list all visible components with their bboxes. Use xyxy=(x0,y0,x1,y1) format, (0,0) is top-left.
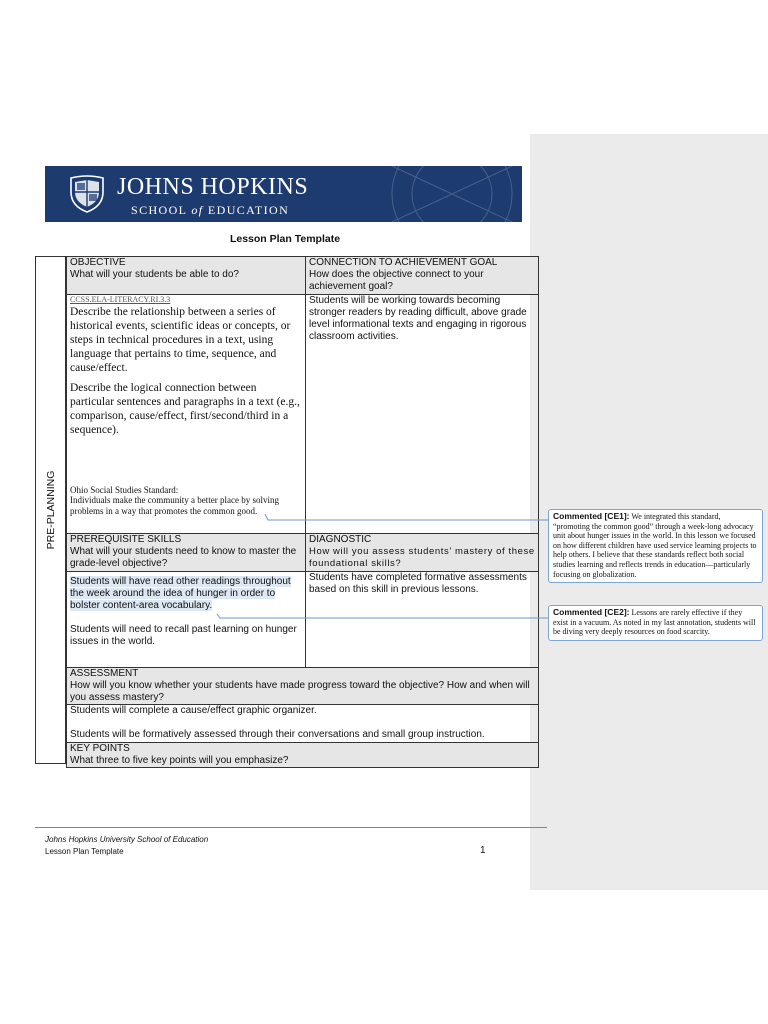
connection-question: How does the objective connect to your achievement goal? xyxy=(309,269,484,293)
diagnostic-answer-cell[interactable] xyxy=(306,571,539,667)
footer-doc-name: Lesson Plan Template xyxy=(45,847,124,856)
prereq-header-cell xyxy=(67,533,306,571)
objective-heading: OBJECTIVE xyxy=(70,257,126,268)
ohio-standard-text: Individuals make the community a better place by solving problems in a way that promotes the common good. xyxy=(70,495,279,516)
assessment-answer-1: Students will complete a cause/effect graphic organizer. xyxy=(70,705,317,717)
assessment-answer-2: Students will be formatively assessed through their conversations and small group instruction. xyxy=(70,729,485,741)
diagnostic-answer: Students have completed formative assessments based on this skill in previous lessons. xyxy=(309,571,527,595)
connection-heading: CONNECTION TO ACHIEVEMENT GOAL xyxy=(309,257,498,268)
table-row xyxy=(67,571,539,667)
prereq-heading: PREREQUISITE SKILLS xyxy=(70,533,182,545)
logo-sub-of: of xyxy=(191,203,204,217)
logo-title: JOHNS HOPKINS xyxy=(117,174,309,200)
comment-ce1-text: We integrated this standard, “promoting the common good” through a week-long advocacy unit about hunger issues in the world. In this lesson we focused on how different children have used service learning projects to help others. I believe that these standards reflect both social studies learning and reflects trends in education—particularly focusing on globalization. xyxy=(553,512,757,579)
comment-ce1-tag: Commented [CE1]: xyxy=(553,511,630,521)
johns-hopkins-banner xyxy=(45,166,522,222)
objective-header-cell xyxy=(67,257,306,295)
prereq-answer-2: Students will need to recall past learning on hunger issues in the world. xyxy=(70,624,297,648)
side-label-text: PRE-PLANNING xyxy=(44,470,57,550)
prereq-answer-cell[interactable] xyxy=(67,571,306,667)
table-row xyxy=(67,533,539,571)
table-row xyxy=(67,705,539,742)
table-row xyxy=(67,294,539,533)
banner-decoration-icon xyxy=(302,166,522,222)
standard-text-1: Describe the relationship between a series of historical events, scientific ideas or concepts, or steps in technical procedures in a text, using language that pertains to time, sequence, and cause/effect. xyxy=(70,305,291,374)
prereq-question: What will your students need to know to master the grade-level objective? xyxy=(70,545,297,570)
assessment-heading: ASSESSMENT xyxy=(70,667,139,679)
comment-ce1[interactable] xyxy=(548,509,763,583)
table-row xyxy=(67,742,539,767)
objective-question: What will your students be able to do? xyxy=(70,269,239,281)
connection-header-cell xyxy=(306,257,539,295)
diagnostic-heading: DIAGNOSTIC xyxy=(309,533,372,545)
assessment-header-cell xyxy=(67,667,539,705)
lesson-plan-table xyxy=(66,256,539,768)
page-number: 1 xyxy=(480,845,486,856)
diagnostic-header-cell xyxy=(306,533,539,571)
table-row xyxy=(67,667,539,705)
diagnostic-question: How will you assess students’ mastery of these foundational skills? xyxy=(309,545,535,570)
comment-ce2-text: Lessons are rarely effective if they exist in a vacuum. As noted in my last annotation, students will be diving very deeply resources on food scarcity. xyxy=(553,608,756,637)
standard-text-2: Describe the logical connection between particular sentences and paragraphs in a text (e.g., comparison, cause/effect, first/second/third in a sequence). xyxy=(70,381,300,436)
footer-institution: Johns Hopkins University School of Education xyxy=(45,835,209,844)
assessment-question: How will you know whether your students have made progress toward the objective? How and when will you assess mastery? xyxy=(70,679,530,704)
ohio-standard-label: Ohio Social Studies Standard: xyxy=(70,484,179,495)
logo-subtitle xyxy=(131,203,289,218)
logo-sub-education: EDUCATION xyxy=(203,203,290,217)
assessment-answer-cell[interactable] xyxy=(67,705,539,742)
objective-answer-cell[interactable] xyxy=(67,294,306,533)
prereq-answer-1: Students will have read other readings throughout the week around the idea of hunger in order to bolster content-area vocabulary. xyxy=(70,575,291,612)
pre-planning-side-label xyxy=(35,256,66,764)
document-title: Lesson Plan Template xyxy=(229,233,341,245)
connection-answer: Students will be working towards becoming stronger readers by reading difficult, above grade level informational texts and engaging in rigorous classroom activities. xyxy=(309,294,527,343)
key-points-question: What three to five key points will you emphasize? xyxy=(70,754,289,766)
key-points-heading: KEY POINTS xyxy=(70,742,130,754)
table-row xyxy=(67,257,539,295)
footer-divider xyxy=(35,827,547,828)
jhu-shield-logo-icon xyxy=(67,174,107,214)
logo-sub-school: SCHOOL xyxy=(131,203,192,217)
connection-answer-cell[interactable] xyxy=(306,294,539,533)
comment-ce2[interactable] xyxy=(548,605,763,641)
key-points-header-cell xyxy=(67,742,539,767)
comment-ce2-tag: Commented [CE2]: xyxy=(553,607,630,617)
standard-code-link[interactable]: CCSS.ELA-LITERACY.RI.3.3 xyxy=(70,294,171,304)
